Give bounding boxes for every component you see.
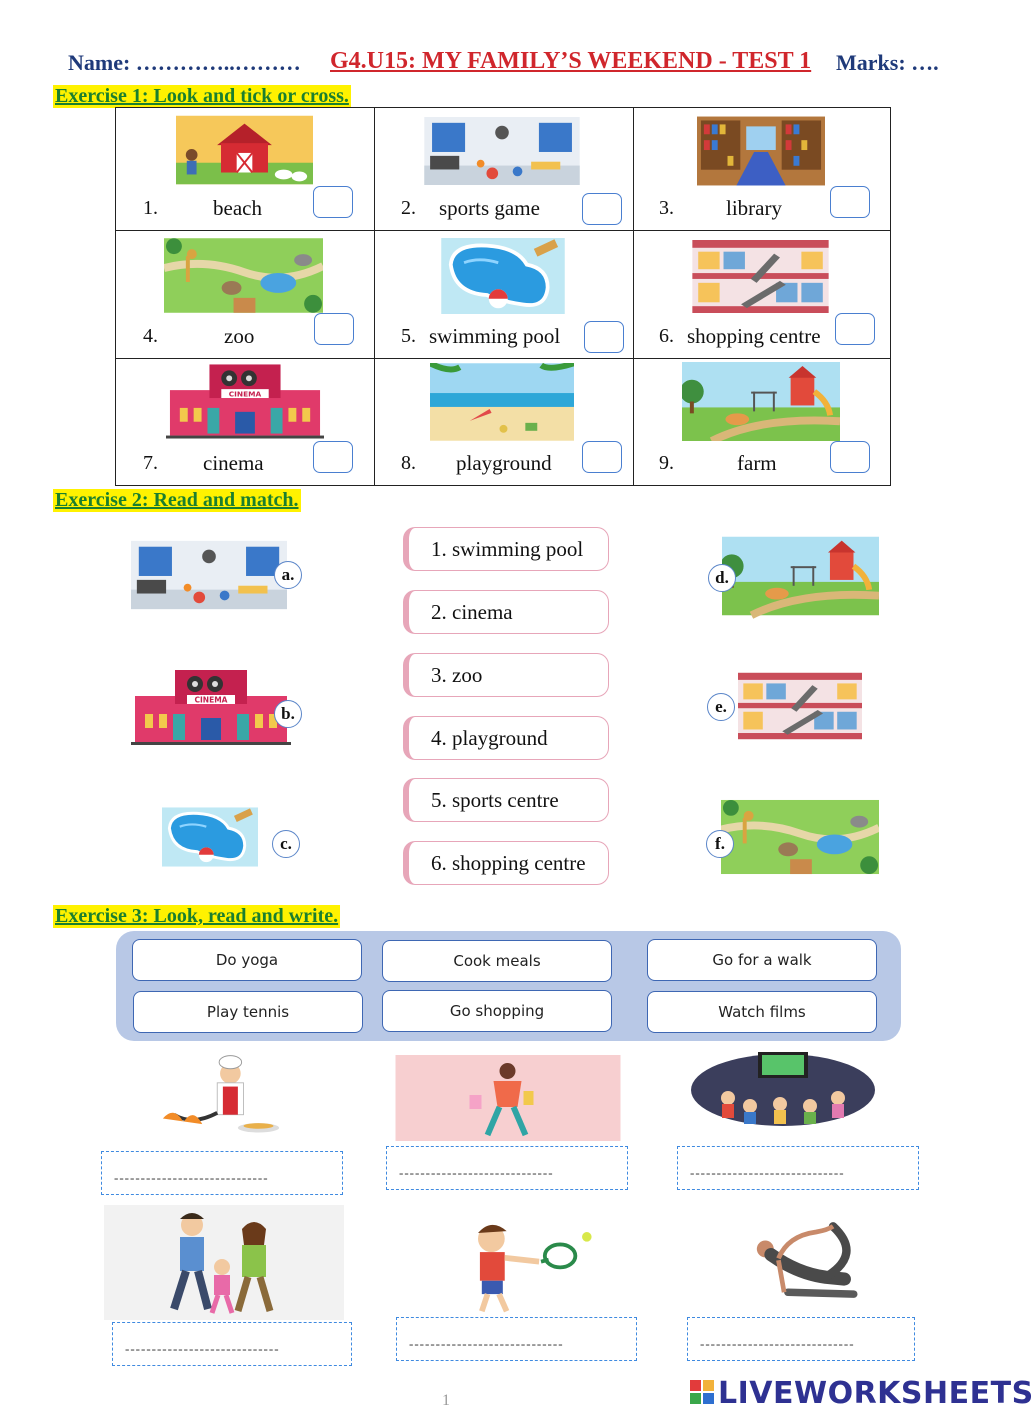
exercise1-title: Exercise 1: Look and tick or cross. [55, 85, 349, 107]
match-word-4[interactable]: 4. playground [403, 716, 609, 760]
swimming-pool-picture [436, 238, 570, 314]
match-word-2[interactable]: 2. cinema [403, 590, 609, 634]
sports-centre-picture [424, 117, 580, 185]
item-number: 2. [401, 197, 416, 219]
exercise3-title: Exercise 3: Look, read and write. [55, 905, 339, 927]
watching-films-picture [688, 1046, 878, 1126]
worksheet-title: G4.U15: MY FAMILY’S WEEKEND - TEST 1 [330, 48, 812, 74]
library-picture [697, 116, 825, 186]
marks-label: Marks: …. [836, 50, 939, 75]
item-word: sports game [439, 196, 540, 220]
tennis-picture [430, 1212, 610, 1317]
item-number: 5. [401, 325, 416, 347]
shopping-picture [395, 1055, 621, 1141]
match-word-1[interactable]: 1. swimming pool [403, 527, 609, 571]
cooking-picture [146, 1050, 296, 1140]
tick-box-3[interactable] [830, 186, 870, 218]
word-go-shopping[interactable]: Go shopping [382, 990, 612, 1032]
answer-box-2[interactable]: ----------------------------- [386, 1146, 628, 1190]
item-word: beach [213, 196, 262, 220]
item-word: library [726, 196, 782, 220]
tick-box-4[interactable] [314, 313, 354, 345]
exercise2-title: Exercise 2: Read and match. [55, 489, 299, 511]
name-field-label: Name: …………..……… [68, 50, 301, 75]
tick-box-9[interactable] [830, 441, 870, 473]
beach-picture [430, 363, 574, 441]
tick-box-5[interactable] [584, 321, 624, 353]
item-number: 9. [659, 452, 674, 474]
playground-picture [682, 362, 840, 441]
tick-box-8[interactable] [582, 441, 622, 473]
word-go-for-a-walk[interactable]: Go for a walk [647, 939, 877, 981]
item-number: 3. [659, 197, 674, 219]
family-walk-picture [104, 1205, 344, 1320]
zoo-picture [721, 789, 879, 885]
item-number: 8. [401, 452, 416, 474]
word-watch-films[interactable]: Watch films [647, 991, 877, 1033]
item-word: farm [737, 451, 777, 475]
match-word-3[interactable]: 3. zoo [403, 653, 609, 697]
word-do-yoga[interactable]: Do yoga [132, 939, 362, 981]
shopping-centre-picture [738, 658, 862, 754]
tick-box-6[interactable] [835, 313, 875, 345]
farm-picture [176, 114, 313, 186]
answer-box-1[interactable]: ----------------------------- [101, 1151, 343, 1195]
item-number: 6. [659, 325, 674, 347]
match-letter-e[interactable]: e. [707, 693, 735, 721]
match-word-6[interactable]: 6. shopping centre [403, 841, 609, 885]
item-number: 1. [143, 197, 158, 219]
match-letter-d[interactable]: d. [708, 564, 736, 592]
item-number: 7. [143, 452, 158, 474]
item-word: playground [456, 451, 552, 475]
item-word: zoo [224, 324, 255, 348]
match-letter-c[interactable]: c. [272, 830, 300, 858]
word-play-tennis[interactable]: Play tennis [133, 991, 363, 1033]
swimming-pool-picture [162, 789, 258, 885]
cinema-picture [166, 360, 324, 440]
answer-box-4[interactable]: ----------------------------- [112, 1322, 352, 1366]
shopping-centre-picture [690, 240, 831, 313]
item-number: 4. [143, 325, 158, 347]
yoga-picture [722, 1216, 882, 1312]
tick-box-1[interactable] [313, 186, 353, 218]
word-cook-meals[interactable]: Cook meals [382, 940, 612, 982]
tick-box-2[interactable] [582, 193, 622, 225]
item-word: cinema [203, 451, 264, 475]
answer-box-5[interactable]: ----------------------------- [396, 1317, 637, 1361]
zoo-picture [164, 238, 323, 313]
match-letter-a[interactable]: a. [274, 561, 302, 589]
playground-picture [722, 528, 879, 624]
answer-box-6[interactable]: ----------------------------- [687, 1317, 915, 1361]
sports-centre-picture [131, 527, 287, 623]
match-letter-f[interactable]: f. [706, 830, 734, 858]
item-word: shopping centre [687, 324, 821, 348]
match-word-5[interactable]: 5. sports centre [403, 778, 609, 822]
liveworksheets-logo-icon [690, 1380, 714, 1404]
tick-box-7[interactable] [313, 441, 353, 473]
item-word: swimming pool [429, 324, 561, 348]
cinema-picture [131, 660, 291, 752]
answer-box-3[interactable]: ----------------------------- [677, 1146, 919, 1190]
page-number: 1 [442, 1392, 450, 1409]
liveworksheets-brand: LIVEWORKSHEETS [718, 1376, 1034, 1411]
match-letter-b[interactable]: b. [274, 700, 302, 728]
